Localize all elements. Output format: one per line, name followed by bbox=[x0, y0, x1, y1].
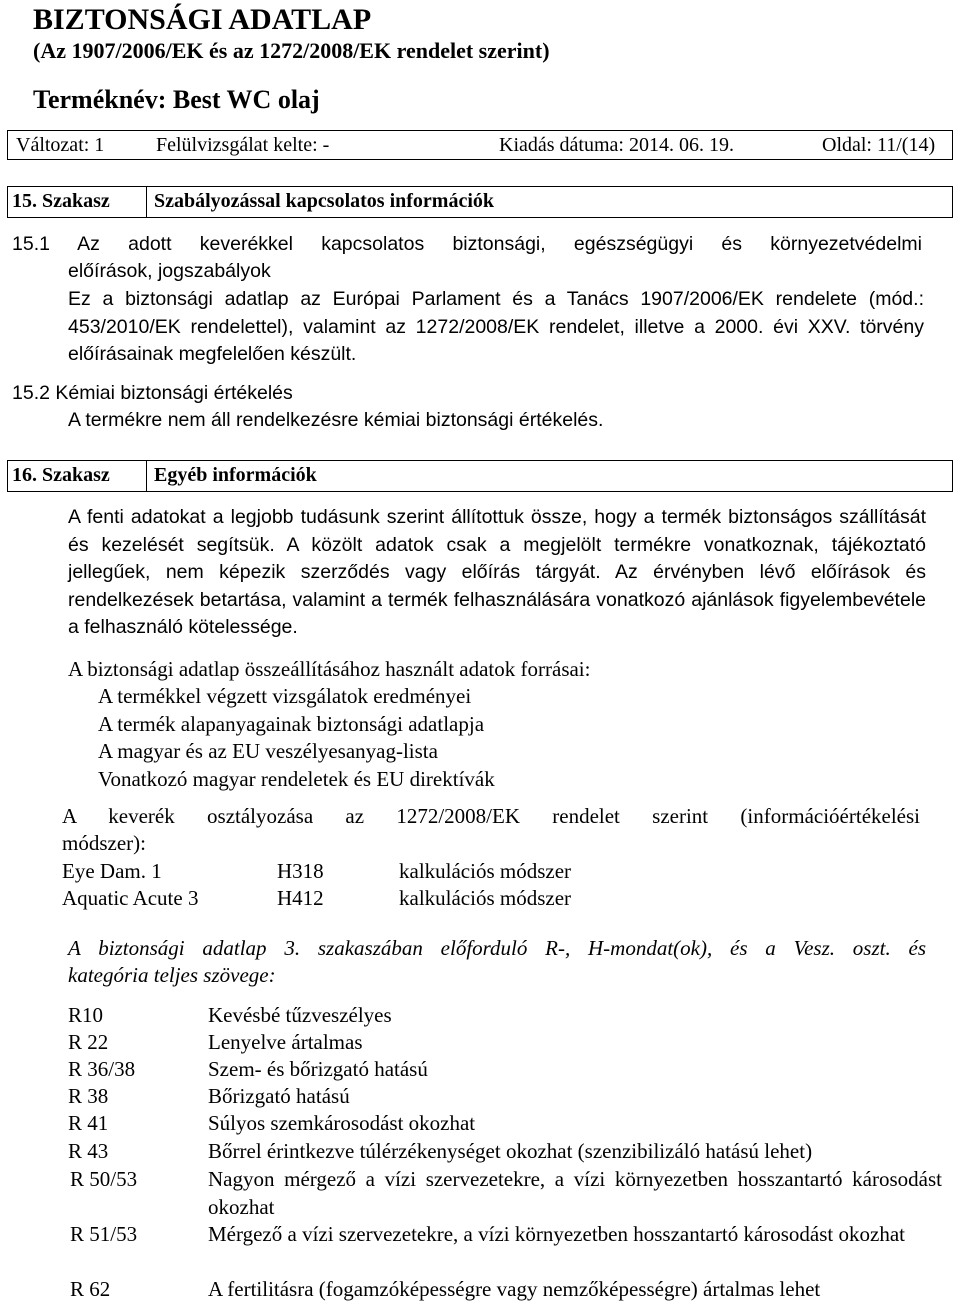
hazard-class: Aquatic Acute 3 bbox=[62, 886, 199, 910]
version-label: Változat: 1 bbox=[16, 134, 105, 156]
phrase-text: A fertilitásra (fogamzóképességre vagy nemzőképességre) ártalmas lehet bbox=[208, 1277, 821, 1301]
phrases-heading-line1: A biztonsági adatlap 3. szakaszában előforduló R-, H-mondat(ok), és a Vesz. oszt. és bbox=[68, 936, 926, 960]
section-15-number: 15. Szakasz bbox=[12, 190, 110, 212]
section-16-header bbox=[7, 460, 953, 492]
phrase-text: Bőrizgató hatású bbox=[208, 1084, 350, 1108]
classification-heading-line1: A keverék osztályozása az 1272/2008/EK rendelet szerint (információértékelési bbox=[62, 804, 920, 828]
phrase-text: Kevésbé tűzveszélyes bbox=[208, 1003, 392, 1027]
s152-heading: 15.2 Kémiai biztonsági értékelés bbox=[12, 382, 293, 404]
s151-heading-line2: előírások, jogszabályok bbox=[68, 260, 271, 282]
phrase-text: Súlyos szemkárosodást okozhat bbox=[208, 1111, 476, 1135]
hazard-class: Eye Dam. 1 bbox=[62, 859, 162, 883]
document-title: BIZTONSÁGI ADATLAP bbox=[33, 3, 372, 36]
hazard-method: kalkulációs módszer bbox=[399, 859, 572, 883]
phrase-text: Bőrrel érintkezve túlérzékenységet okozhat (szenzibilizáló hatású lehet) bbox=[208, 1139, 813, 1163]
phrase-code: R 41 bbox=[68, 1111, 109, 1135]
phrase-text: Lenyelve ártalmas bbox=[208, 1030, 363, 1054]
s152-text: A termékre nem áll rendelkezésre kémiai biztonsági értékelés. bbox=[68, 409, 604, 431]
sources-list bbox=[98, 683, 495, 793]
document-subtitle: (Az 1907/2006/EK és az 1272/2008/EK rendelet szerint) bbox=[33, 38, 550, 63]
phrase-code: R 43 bbox=[68, 1139, 109, 1163]
s16-paragraph: A fenti adatokat a legjobb tudásunk szerint állítottuk össze, hogy a termék biztonságos szállítását és kezelését segítsük. A közölt adatok csak a megjelölt termékre vonatkoznak, tájékoztató jellegűek, nem képezik szerződés vagy előírás tárgyát. Az érvényben lévő előírások és rendelkezések betartása, valamint a termék felhasználására vonatkozó ajánlások figyelembevétele a felhasználó kötelessége. bbox=[68, 506, 926, 638]
section-16-title: Egyéb információk bbox=[154, 464, 317, 486]
phrase-text: Mérgező a vízi szervezetekre, a vízi környezetben hosszantartó károsodást okozhat bbox=[208, 1222, 905, 1246]
section-divider bbox=[146, 187, 147, 217]
section-15-header bbox=[7, 186, 953, 218]
version-bar bbox=[7, 130, 953, 160]
phrase-code: R10 bbox=[68, 1003, 104, 1027]
s151-text: Ez a biztonsági adatlap az Európai Parlament és a Tanács 1907/2006/EK rendelete (mód.: 453/2010/EK rendelettel), valamint az 1272/2008/EK rendelet, illetve a 2000. évi XXV. törvény előírásainak megfelelően készült. bbox=[68, 288, 924, 365]
issue-date-label: Kiadás dátuma: 2014. 06. 19. bbox=[499, 134, 734, 156]
sources-heading: A biztonsági adatlap összeállításához használt adatok forrásai: bbox=[68, 657, 591, 681]
phrase-code: R 22 bbox=[68, 1030, 109, 1054]
hazard-code: H318 bbox=[277, 859, 324, 883]
phrases-heading-line2: kategória teljes szövege: bbox=[68, 963, 276, 987]
classification-row bbox=[62, 885, 198, 913]
section-divider bbox=[146, 461, 147, 491]
section-15-title: Szabályozással kapcsolatos információk bbox=[154, 190, 495, 212]
source-item: A magyar és az EU veszélyesanyag-lista bbox=[98, 739, 438, 763]
hazard-method: kalkulációs módszer bbox=[399, 886, 572, 910]
phrase-code: R 51/53 bbox=[70, 1222, 138, 1246]
phrase-code: R 36/38 bbox=[68, 1057, 136, 1081]
source-item: A termékkel végzett vizsgálatok eredményei bbox=[98, 684, 472, 708]
classification-row bbox=[62, 858, 162, 886]
hazard-code: H412 bbox=[277, 886, 324, 910]
phrase-code: R 38 bbox=[68, 1084, 109, 1108]
section-16-number: 16. Szakasz bbox=[12, 464, 110, 486]
s151-heading-line1: 15.1 Az adott keverékkel kapcsolatos biztonsági, egészségügyi és környezetvédelmi bbox=[12, 233, 922, 255]
source-item: Vonatkozó magyar rendeletek és EU direktívák bbox=[98, 766, 495, 791]
phrase-text: Nagyon mérgező a vízi szervezetekre, a vízi környezetben hosszantartó károsodást okozhat bbox=[208, 1167, 942, 1219]
classification-heading-line2: módszer): bbox=[62, 831, 146, 855]
revision-label: Felülvizsgálat kelte: - bbox=[156, 134, 330, 156]
page-number-label: Oldal: 11/(14) bbox=[822, 134, 936, 156]
source-item: A termék alapanyagainak biztonsági adatlapja bbox=[98, 711, 485, 736]
phrase-text: Szem- és bőrizgató hatású bbox=[208, 1057, 428, 1081]
phrase-code: R 62 bbox=[70, 1277, 111, 1301]
product-name: Terméknév: Best WC olaj bbox=[33, 85, 320, 114]
phrase-code: R 50/53 bbox=[70, 1167, 138, 1191]
